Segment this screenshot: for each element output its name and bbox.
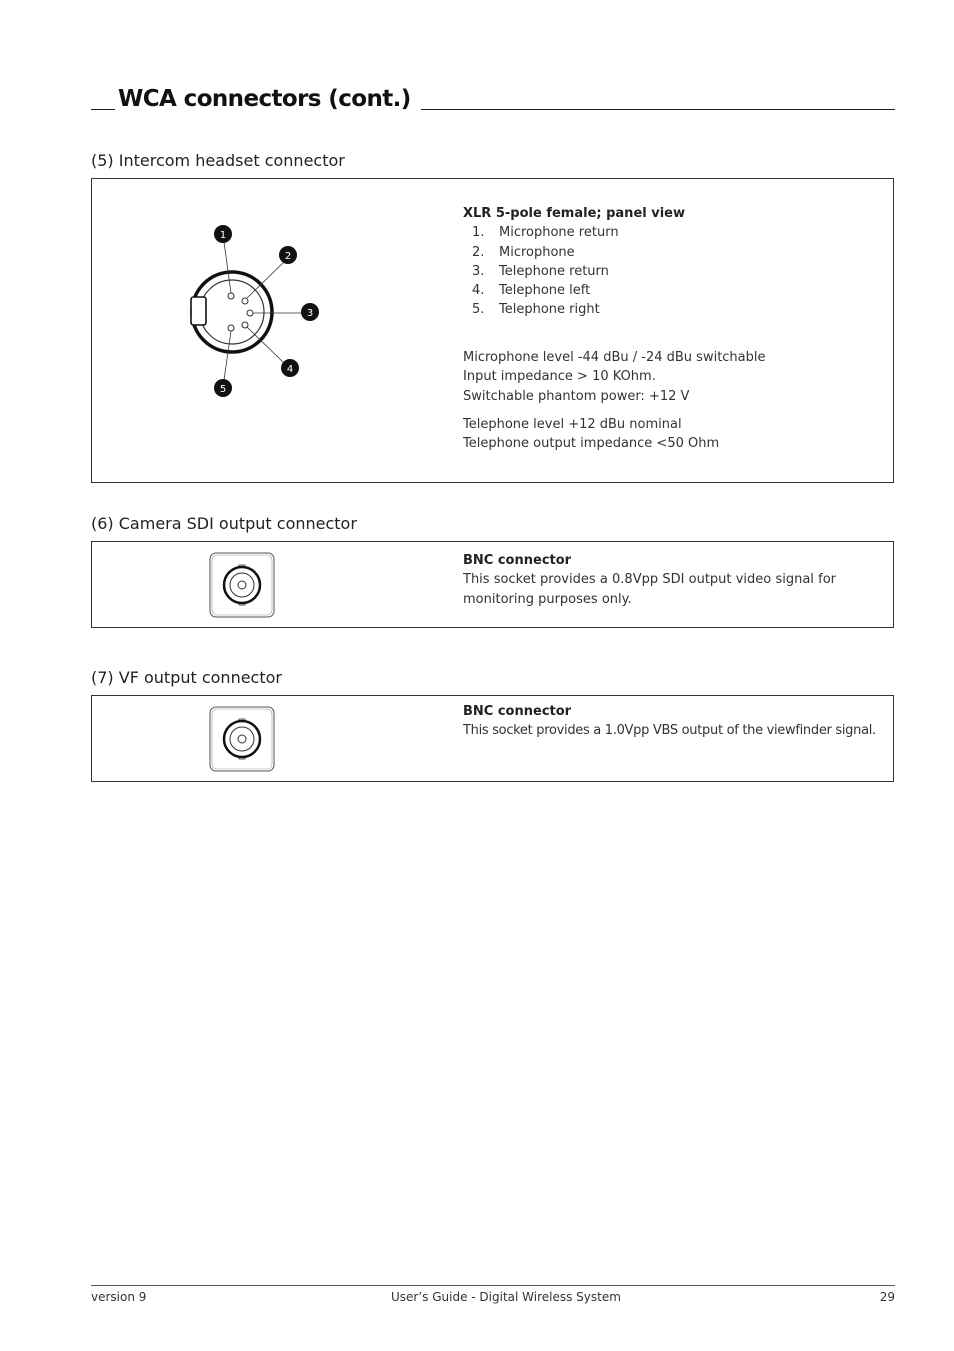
tel-spec-line: Telephone level +12 dBu nominal bbox=[463, 417, 682, 432]
footer-document-title: User’s Guide - Digital Wireless System bbox=[391, 1290, 621, 1304]
mic-specs bbox=[463, 348, 766, 406]
xlr-connector-diagram bbox=[92, 179, 392, 482]
callout-label-2: 2 bbox=[284, 251, 292, 262]
bnc-center-pin bbox=[238, 581, 246, 589]
pin-2 bbox=[242, 298, 248, 304]
mic-spec-line: Switchable phantom power: +12 V bbox=[463, 388, 690, 404]
section-heading-vf: (7) VF output connector bbox=[91, 668, 282, 687]
page-header bbox=[91, 86, 895, 116]
sdi-connector-title: BNC connector bbox=[463, 553, 572, 568]
pin-item-2: 2. Microphone bbox=[472, 244, 575, 260]
bnc-connector-icon bbox=[208, 705, 278, 775]
intercom-description bbox=[463, 204, 685, 320]
callout-label-4: 4 bbox=[286, 364, 294, 375]
pin-item-1: 1. Microphone return bbox=[472, 225, 619, 241]
sdi-description bbox=[463, 551, 836, 609]
page-title: WCA connectors (cont.) bbox=[118, 86, 411, 112]
footer-rule bbox=[91, 1285, 895, 1286]
sdi-connector-text: This socket provides a 0.8Vpp SDI output video signal for monitoring purposes only. bbox=[463, 572, 836, 607]
callout-label-1: 1 bbox=[219, 230, 227, 241]
footer-version: version 9 bbox=[91, 1290, 147, 1304]
pin-5 bbox=[228, 325, 234, 331]
section-heading-sdi: (6) Camera SDI output connector bbox=[91, 514, 357, 533]
mic-spec-line: Microphone level -44 dBu / -24 dBu switchable bbox=[463, 350, 766, 365]
vf-connector-text: This socket provides a 1.0Vpp VBS output of the viewfinder signal. bbox=[463, 723, 876, 739]
pin-assignment-list bbox=[463, 223, 685, 319]
pin-item-4: 4. Telephone left bbox=[472, 283, 591, 299]
tel-spec-line: Telephone output impedance <50 Ohm bbox=[463, 436, 720, 452]
pin-3 bbox=[247, 310, 253, 316]
section-heading-intercom: (5) Intercom headset connector bbox=[91, 151, 345, 170]
pin-1 bbox=[228, 293, 234, 299]
title-rule-left bbox=[91, 109, 115, 110]
callout-label-5: 5 bbox=[219, 384, 227, 395]
bnc-connector-icon bbox=[208, 551, 278, 621]
vf-connector-title: BNC connector bbox=[463, 704, 572, 719]
callout-label-3: 3 bbox=[306, 308, 314, 319]
title-rule-right bbox=[421, 109, 895, 110]
vf-description bbox=[463, 702, 876, 741]
pin-item-5: 5. Telephone right bbox=[472, 302, 600, 318]
page-number: 29 bbox=[879, 1290, 895, 1304]
pin-item-3: 3. Telephone return bbox=[472, 263, 609, 279]
bnc-center-pin bbox=[238, 735, 246, 743]
xlr-connector-title: XLR 5-pole female; panel view bbox=[463, 206, 685, 221]
mic-spec-line: Input impedance > 10 KOhm. bbox=[463, 369, 656, 385]
tel-specs bbox=[463, 415, 719, 454]
xlr-latch bbox=[191, 297, 206, 325]
